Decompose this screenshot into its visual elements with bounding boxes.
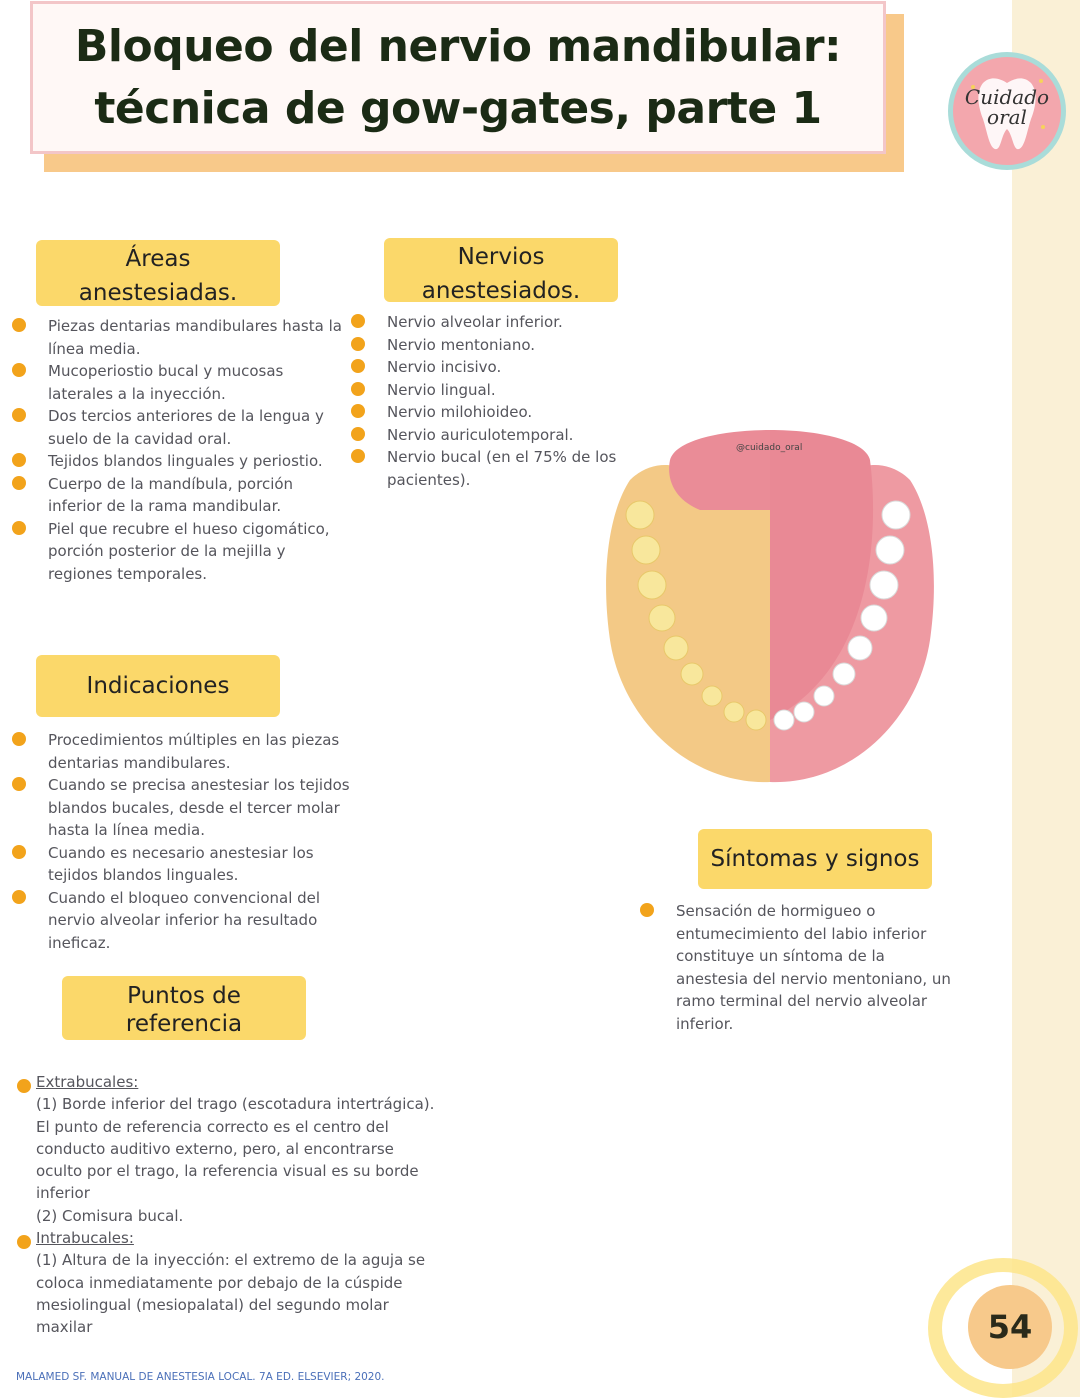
areas-header-line-1: Áreas bbox=[125, 246, 191, 272]
logo-text: Cuidado oral bbox=[964, 85, 1050, 129]
page-number: 54 bbox=[968, 1285, 1052, 1369]
nervios-list bbox=[369, 311, 619, 491]
nervios-header-line-2: anestesiados. bbox=[421, 278, 581, 304]
citation-footer: MALAMED SF. MANUAL DE ANESTESIA LOCAL. 7A ED. ELSEVIER; 2020. bbox=[16, 1371, 385, 1383]
page-title-line-1: Bloqueo del nervio mandibular: bbox=[74, 20, 842, 72]
list-item: Nervio milohioideo. bbox=[369, 401, 619, 424]
sintomas-header: Síntomas y signos bbox=[698, 829, 932, 889]
list-item: Nervio incisivo. bbox=[369, 356, 619, 379]
decorative-side-strip bbox=[1012, 0, 1080, 1397]
puntos-header-line-2: referencia bbox=[125, 1011, 243, 1037]
intrabucales-text-1: (1) Altura de la inyección: el extremo de la aguja se coloca inmediatamente por debajo de la cúspide mesiolingual (mesiopalatal) del segundo molar maxilar bbox=[36, 1251, 426, 1337]
puntos-header-line-1: Puntos de bbox=[127, 983, 241, 1009]
puntos-header bbox=[62, 976, 306, 1040]
brand-logo bbox=[948, 52, 1066, 170]
list-item: Procedimientos múltiples en las piezas dentarias mandibulares. bbox=[30, 729, 350, 774]
list-item: Nervio mentoniano. bbox=[369, 334, 619, 357]
page-title-line-2: técnica de gow-gates, parte 1 bbox=[94, 82, 822, 134]
intrabucales-label: Intrabucales: bbox=[36, 1229, 134, 1248]
reference-points bbox=[36, 1071, 436, 1339]
list-item: Cuando se precisa anestesiar los tejidos blandos bucales, desde el tercer molar hasta la línea media. bbox=[30, 774, 350, 842]
list-item: Nervio alveolar inferior. bbox=[369, 311, 619, 334]
list-item: Piezas dentarias mandibulares hasta la línea media. bbox=[30, 315, 350, 360]
indicaciones-header: Indicaciones bbox=[36, 655, 280, 717]
title-box bbox=[30, 1, 886, 154]
areas-header bbox=[36, 240, 280, 306]
mandible-illustration bbox=[600, 420, 940, 790]
list-item: Nervio lingual. bbox=[369, 379, 619, 402]
list-item: Dos tercios anteriores de la lengua y suelo de la cavidad oral. bbox=[30, 405, 350, 450]
list-item: Tejidos blandos linguales y periostio. bbox=[30, 450, 350, 473]
illustration-watermark: @cuidado_oral bbox=[736, 443, 803, 453]
list-item: Mucoperiostio bucal y mucosas laterales a la inyección. bbox=[30, 360, 350, 405]
list-item: Cuando el bloqueo convencional del nervio alveolar inferior ha resultado ineficaz. bbox=[30, 887, 350, 955]
areas-list bbox=[30, 315, 350, 585]
list-item: Nervio bucal (en el 75% de los pacientes). bbox=[369, 446, 619, 491]
nervios-header bbox=[384, 238, 618, 302]
areas-header-line-2: anestesiadas. bbox=[78, 280, 238, 306]
list-item: Nervio auriculotemporal. bbox=[369, 424, 619, 447]
list-item: Sensación de hormigueo o entumecimiento del labio inferior constituye un síntoma de la anestesia del nervio mentoniano, un ramo terminal del nervio alveolar inferior. bbox=[658, 900, 958, 1035]
sintomas-list bbox=[658, 900, 958, 1035]
list-item: Cuando es necesario anestesiar los tejidos blandos linguales. bbox=[30, 842, 350, 887]
extrabucales-label: Extrabucales: bbox=[36, 1073, 139, 1091]
list-item: Cuerpo de la mandíbula, porción inferior de la rama mandibular. bbox=[30, 473, 350, 518]
list-item: Piel que recubre el hueso cigomático, porción posterior de la mejilla y regiones temporales. bbox=[30, 518, 350, 586]
indicaciones-list bbox=[30, 729, 350, 954]
extrabucales-text-2: (2) Comisura bucal. bbox=[36, 1206, 184, 1225]
extrabucales-text-1: (1) Borde inferior del trago (escotadura intertrágica). El punto de referencia correcto es el centro del conducto auditivo externo, pero, al encontrarse oculto por el trago, la referencia visual es su borde inferior bbox=[36, 1095, 435, 1203]
nervios-header-line-1: Nervios bbox=[457, 244, 545, 270]
